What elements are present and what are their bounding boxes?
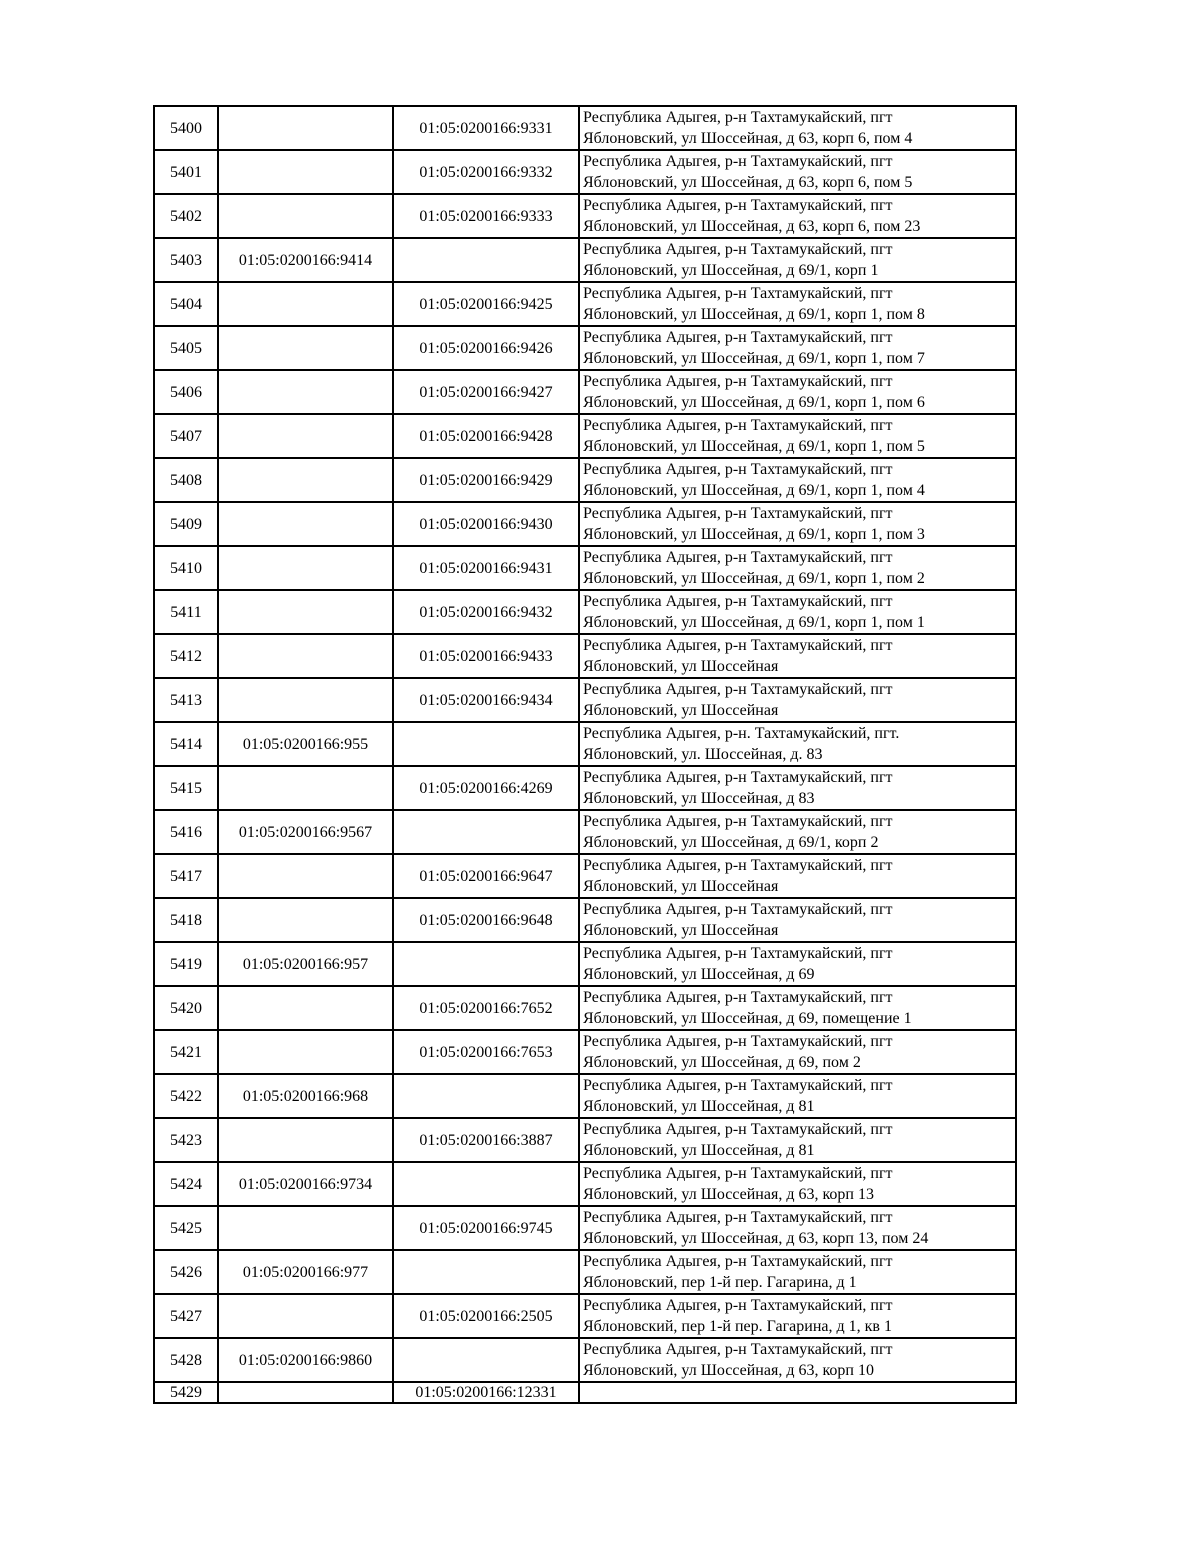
address-line-1: Республика Адыгея, р-н Тахтамукайский, пгт	[583, 153, 893, 170]
table-row	[154, 238, 1016, 282]
row-number: 5404	[154, 282, 218, 326]
address-line-2: Яблоновский, ул Шоссейная, д 69/1, корп 1, пом 6	[583, 394, 925, 411]
row-number: 5405	[154, 326, 218, 370]
parcel-cadastral-number	[218, 458, 393, 502]
parcel-cadastral-number	[218, 1118, 393, 1162]
address-line-1: Республика Адыгея, р-н Тахтамукайский, пгт	[583, 813, 893, 830]
row-number: 5407	[154, 414, 218, 458]
address-line-1: Республика Адыгея, р-н Тахтамукайский, пгт	[583, 1209, 893, 1226]
address-cell	[579, 1294, 1016, 1338]
table-row	[154, 854, 1016, 898]
parcel-cadastral-number	[218, 370, 393, 414]
address-cell	[579, 766, 1016, 810]
row-number: 5414	[154, 722, 218, 766]
parcel-cadastral-number: 01:05:0200166:9734	[218, 1162, 393, 1206]
address-cell	[579, 238, 1016, 282]
address-cell	[579, 1206, 1016, 1250]
object-cadastral-number: 01:05:0200166:9426	[393, 326, 579, 370]
address-line-1: Республика Адыгея, р-н Тахтамукайский, пгт	[583, 461, 893, 478]
table-row	[154, 590, 1016, 634]
address-line-1: Республика Адыгея, р-н Тахтамукайский, пгт	[583, 1341, 893, 1358]
address-line-2: Яблоновский, ул Шоссейная, д 63, корп 6, пом 4	[583, 130, 913, 147]
table-row	[154, 1250, 1016, 1294]
parcel-cadastral-number	[218, 1382, 393, 1403]
address-line-2: Яблоновский, ул Шоссейная, д 69/1, корп 1, пом 7	[583, 350, 925, 367]
address-cell	[579, 634, 1016, 678]
table-row	[154, 502, 1016, 546]
address-line-1: Республика Адыгея, р-н Тахтамукайский, пгт	[583, 593, 893, 610]
object-cadastral-number: 01:05:0200166:9425	[393, 282, 579, 326]
address-cell	[579, 546, 1016, 590]
row-number: 5425	[154, 1206, 218, 1250]
parcel-cadastral-number	[218, 282, 393, 326]
row-number: 5418	[154, 898, 218, 942]
row-number: 5417	[154, 854, 218, 898]
object-cadastral-number: 01:05:0200166:12331	[393, 1382, 579, 1403]
object-cadastral-number: 01:05:0200166:9434	[393, 678, 579, 722]
address-line-1: Республика Адыгея, р-н Тахтамукайский, пгт	[583, 329, 893, 346]
address-line-1: Республика Адыгея, р-н Тахтамукайский, пгт	[583, 1165, 893, 1182]
address-line-2: Яблоновский, ул Шоссейная, д 63, корп 13, пом 24	[583, 1230, 929, 1247]
parcel-cadastral-number	[218, 898, 393, 942]
parcel-cadastral-number	[218, 546, 393, 590]
address-line-2: Яблоновский, ул Шоссейная, д 63, корп 13	[583, 1186, 874, 1203]
table-row	[154, 414, 1016, 458]
row-number: 5426	[154, 1250, 218, 1294]
object-cadastral-number	[393, 1250, 579, 1294]
address-cell	[579, 722, 1016, 766]
object-cadastral-number	[393, 722, 579, 766]
address-cell	[579, 678, 1016, 722]
table-row	[154, 282, 1016, 326]
address-line-2: Яблоновский, ул Шоссейная, д 69/1, корп 1, пом 8	[583, 306, 925, 323]
table-row	[154, 150, 1016, 194]
table-row	[154, 722, 1016, 766]
table-row	[154, 1118, 1016, 1162]
address-line-2: Яблоновский, пер 1-й пер. Гагарина, д 1, кв 1	[583, 1318, 892, 1335]
row-number: 5421	[154, 1030, 218, 1074]
parcel-cadastral-number	[218, 414, 393, 458]
address-line-2: Яблоновский, ул Шоссейная, д 63, корп 6, пом 5	[583, 174, 913, 191]
address-line-2: Яблоновский, ул Шоссейная, д 81	[583, 1142, 815, 1159]
object-cadastral-number: 01:05:0200166:9427	[393, 370, 579, 414]
address-line-1: Республика Адыгея, р-н Тахтамукайский, пгт	[583, 285, 893, 302]
row-number: 5412	[154, 634, 218, 678]
address-line-2: Яблоновский, ул Шоссейная, д 69	[583, 966, 815, 983]
object-cadastral-number: 01:05:0200166:3887	[393, 1118, 579, 1162]
address-line-2: Яблоновский, ул Шоссейная, д 83	[583, 790, 815, 807]
row-number: 5408	[154, 458, 218, 502]
row-number: 5413	[154, 678, 218, 722]
registry-table	[153, 105, 1017, 1404]
address-cell	[579, 898, 1016, 942]
parcel-cadastral-number	[218, 1206, 393, 1250]
row-number: 5410	[154, 546, 218, 590]
address-cell	[579, 282, 1016, 326]
address-cell	[579, 1074, 1016, 1118]
address-cell	[579, 1382, 1016, 1403]
table-row	[154, 898, 1016, 942]
address-line-2: Яблоновский, ул Шоссейная, д 69/1, корп 1, пом 4	[583, 482, 925, 499]
address-line-1: Республика Адыгея, р-н Тахтамукайский, пгт	[583, 197, 893, 214]
address-line-1: Республика Адыгея, р-н Тахтамукайский, пгт	[583, 637, 893, 654]
parcel-cadastral-number	[218, 590, 393, 634]
parcel-cadastral-number: 01:05:0200166:9567	[218, 810, 393, 854]
table-row	[154, 1162, 1016, 1206]
parcel-cadastral-number: 01:05:0200166:977	[218, 1250, 393, 1294]
object-cadastral-number: 01:05:0200166:9333	[393, 194, 579, 238]
row-number: 5406	[154, 370, 218, 414]
address-cell	[579, 458, 1016, 502]
row-number: 5400	[154, 106, 218, 150]
address-cell	[579, 810, 1016, 854]
address-cell	[579, 326, 1016, 370]
row-number: 5420	[154, 986, 218, 1030]
address-line-2: Яблоновский, ул Шоссейная	[583, 922, 779, 939]
object-cadastral-number: 01:05:0200166:9431	[393, 546, 579, 590]
address-line-2: Яблоновский, ул Шоссейная	[583, 878, 779, 895]
row-number: 5401	[154, 150, 218, 194]
parcel-cadastral-number: 01:05:0200166:9860	[218, 1338, 393, 1382]
object-cadastral-number: 01:05:0200166:4269	[393, 766, 579, 810]
address-line-2: Яблоновский, ул Шоссейная, д 69/1, корп 1, пом 1	[583, 614, 925, 631]
address-cell	[579, 1030, 1016, 1074]
address-line-2: Яблоновский, ул Шоссейная, д 69/1, корп 1	[583, 262, 879, 279]
parcel-cadastral-number: 01:05:0200166:9414	[218, 238, 393, 282]
address-line-2: Яблоновский, ул Шоссейная, д 69, пом 2	[583, 1054, 861, 1071]
object-cadastral-number	[393, 1338, 579, 1382]
parcel-cadastral-number	[218, 634, 393, 678]
parcel-cadastral-number	[218, 678, 393, 722]
row-number: 5423	[154, 1118, 218, 1162]
parcel-cadastral-number: 01:05:0200166:968	[218, 1074, 393, 1118]
object-cadastral-number	[393, 942, 579, 986]
object-cadastral-number: 01:05:0200166:9433	[393, 634, 579, 678]
address-cell	[579, 1118, 1016, 1162]
object-cadastral-number: 01:05:0200166:9430	[393, 502, 579, 546]
object-cadastral-number: 01:05:0200166:9648	[393, 898, 579, 942]
address-line-2: Яблоновский, ул Шоссейная, д 63, корп 6, пом 23	[583, 218, 921, 235]
address-cell	[579, 590, 1016, 634]
address-line-1: Республика Адыгея, р-н Тахтамукайский, пгт	[583, 1121, 893, 1138]
address-line-2: Яблоновский, ул Шоссейная, д 69, помещение 1	[583, 1010, 912, 1027]
address-cell	[579, 986, 1016, 1030]
table-row	[154, 458, 1016, 502]
address-line-1: Республика Адыгея, р-н Тахтамукайский, пгт	[583, 417, 893, 434]
row-number: 5402	[154, 194, 218, 238]
object-cadastral-number	[393, 1162, 579, 1206]
address-cell	[579, 502, 1016, 546]
object-cadastral-number: 01:05:0200166:9432	[393, 590, 579, 634]
address-line-1: Республика Адыгея, р-н Тахтамукайский, пгт	[583, 1253, 893, 1270]
table-row	[154, 106, 1016, 150]
address-line-2: Яблоновский, ул Шоссейная	[583, 658, 779, 675]
table-row	[154, 810, 1016, 854]
parcel-cadastral-number: 01:05:0200166:955	[218, 722, 393, 766]
address-line-2: Яблоновский, ул Шоссейная, д 69/1, корп 1, пом 5	[583, 438, 925, 455]
address-line-1: Республика Адыгея, р-н Тахтамукайский, пгт	[583, 1033, 893, 1050]
object-cadastral-number: 01:05:0200166:9429	[393, 458, 579, 502]
table-row	[154, 986, 1016, 1030]
row-number: 5416	[154, 810, 218, 854]
address-line-2: Яблоновский, ул Шоссейная, д 81	[583, 1098, 815, 1115]
address-line-1: Республика Адыгея, р-н Тахтамукайский, пгт	[583, 549, 893, 566]
row-number: 5403	[154, 238, 218, 282]
address-cell	[579, 414, 1016, 458]
object-cadastral-number: 01:05:0200166:9331	[393, 106, 579, 150]
table-row	[154, 370, 1016, 414]
address-line-2: Яблоновский, ул Шоссейная, д 69/1, корп 1, пом 2	[583, 570, 925, 587]
address-cell	[579, 194, 1016, 238]
object-cadastral-number	[393, 238, 579, 282]
object-cadastral-number: 01:05:0200166:9745	[393, 1206, 579, 1250]
address-line-1: Республика Адыгея, р-н Тахтамукайский, пгт	[583, 109, 893, 126]
table-row	[154, 766, 1016, 810]
object-cadastral-number: 01:05:0200166:9647	[393, 854, 579, 898]
row-number: 5419	[154, 942, 218, 986]
address-line-2: Яблоновский, ул. Шоссейная, д. 83	[583, 746, 823, 763]
address-line-1: Республика Адыгея, р-н Тахтамукайский, пгт	[583, 989, 893, 1006]
table-row	[154, 1338, 1016, 1382]
address-line-1: Республика Адыгея, р-н Тахтамукайский, пгт	[583, 1297, 893, 1314]
table-row	[154, 194, 1016, 238]
table-row	[154, 942, 1016, 986]
object-cadastral-number: 01:05:0200166:2505	[393, 1294, 579, 1338]
address-line-1: Республика Адыгея, р-н Тахтамукайский, пгт	[583, 505, 893, 522]
row-number: 5422	[154, 1074, 218, 1118]
table-row	[154, 1074, 1016, 1118]
address-line-1: Республика Адыгея, р-н Тахтамукайский, пгт	[583, 769, 893, 786]
table-row	[154, 326, 1016, 370]
object-cadastral-number: 01:05:0200166:9428	[393, 414, 579, 458]
address-line-1: Республика Адыгея, р-н Тахтамукайский, пгт	[583, 373, 893, 390]
address-line-1: Республика Адыгея, р-н Тахтамукайский, пгт	[583, 1077, 893, 1094]
parcel-cadastral-number: 01:05:0200166:957	[218, 942, 393, 986]
object-cadastral-number: 01:05:0200166:7653	[393, 1030, 579, 1074]
address-line-1: Республика Адыгея, р-н Тахтамукайский, пгт	[583, 681, 893, 698]
row-number: 5409	[154, 502, 218, 546]
parcel-cadastral-number	[218, 326, 393, 370]
object-cadastral-number: 01:05:0200166:7652	[393, 986, 579, 1030]
parcel-cadastral-number	[218, 1030, 393, 1074]
address-line-2: Яблоновский, пер 1-й пер. Гагарина, д 1	[583, 1274, 857, 1291]
table-row	[154, 1382, 1016, 1403]
parcel-cadastral-number	[218, 766, 393, 810]
registry-body	[154, 106, 1016, 1403]
table-row	[154, 1206, 1016, 1250]
parcel-cadastral-number	[218, 106, 393, 150]
address-line-1: Республика Адыгея, р-н Тахтамукайский, пгт	[583, 901, 893, 918]
address-line-2: Яблоновский, ул Шоссейная, д 63, корп 10	[583, 1362, 874, 1379]
address-line-1: Республика Адыгея, р-н. Тахтамукайский, пгт.	[583, 725, 900, 742]
row-number: 5411	[154, 590, 218, 634]
address-line-2: Яблоновский, ул Шоссейная	[583, 702, 779, 719]
table-row	[154, 546, 1016, 590]
address-cell	[579, 106, 1016, 150]
parcel-cadastral-number	[218, 502, 393, 546]
table-row	[154, 634, 1016, 678]
parcel-cadastral-number	[218, 854, 393, 898]
address-line-2: Яблоновский, ул Шоссейная, д 69/1, корп 2	[583, 834, 879, 851]
row-number: 5415	[154, 766, 218, 810]
parcel-cadastral-number	[218, 986, 393, 1030]
row-number: 5427	[154, 1294, 218, 1338]
parcel-cadastral-number	[218, 194, 393, 238]
row-number: 5429	[154, 1382, 218, 1403]
row-number: 5424	[154, 1162, 218, 1206]
address-cell	[579, 942, 1016, 986]
row-number: 5428	[154, 1338, 218, 1382]
table-row	[154, 1030, 1016, 1074]
address-cell	[579, 854, 1016, 898]
parcel-cadastral-number	[218, 150, 393, 194]
object-cadastral-number	[393, 1074, 579, 1118]
parcel-cadastral-number	[218, 1294, 393, 1338]
object-cadastral-number	[393, 810, 579, 854]
object-cadastral-number: 01:05:0200166:9332	[393, 150, 579, 194]
address-cell	[579, 1162, 1016, 1206]
address-cell	[579, 1338, 1016, 1382]
table-row	[154, 678, 1016, 722]
address-cell	[579, 150, 1016, 194]
address-line-1: Республика Адыгея, р-н Тахтамукайский, пгт	[583, 945, 893, 962]
address-cell	[579, 1250, 1016, 1294]
address-cell	[579, 370, 1016, 414]
address-line-2: Яблоновский, ул Шоссейная, д 69/1, корп 1, пом 3	[583, 526, 925, 543]
table-row	[154, 1294, 1016, 1338]
address-line-1: Республика Адыгея, р-н Тахтамукайский, пгт	[583, 241, 893, 258]
address-line-1: Республика Адыгея, р-н Тахтамукайский, пгт	[583, 857, 893, 874]
